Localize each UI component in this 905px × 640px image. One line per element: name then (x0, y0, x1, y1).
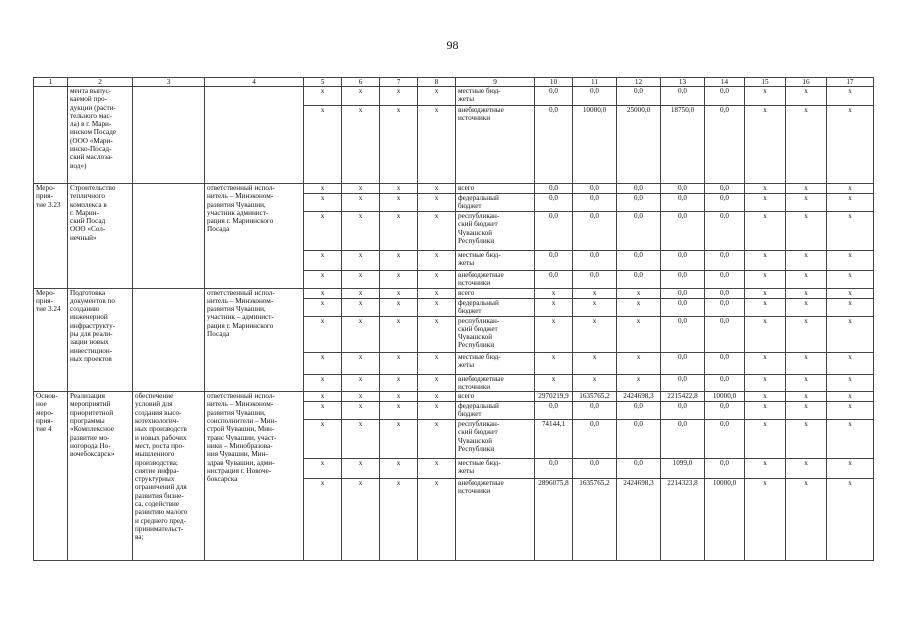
value-cell: 0,0 (535, 251, 573, 271)
value-cell: 0,0 (705, 298, 745, 316)
table-row (34, 87, 874, 106)
code-cell: х (304, 251, 342, 271)
column-number: 10 (535, 78, 573, 87)
value-cell: х (535, 374, 573, 392)
value-cell: х (827, 479, 874, 561)
code-cell: х (418, 402, 456, 420)
code-cell: х (342, 251, 380, 271)
column-number: 14 (705, 78, 745, 87)
value-cell: х (827, 184, 874, 194)
table-body (34, 78, 874, 561)
value-cell: х (745, 194, 786, 212)
value-cell: х (617, 352, 661, 374)
code-cell: х (418, 479, 456, 561)
value-cell: 0,0 (661, 420, 705, 459)
value-cell: 2970219,9 (535, 392, 573, 402)
table-row (34, 288, 874, 298)
code-cell: х (380, 251, 418, 271)
code-cell: х (342, 392, 380, 402)
value-cell: х (786, 87, 827, 106)
code-cell: х (342, 374, 380, 392)
row-number-cell (34, 87, 68, 184)
value-cell: х (786, 184, 827, 194)
code-cell: х (418, 298, 456, 316)
value-cell: 2896075,8 (535, 479, 573, 561)
value-cell: 0,0 (705, 251, 745, 271)
column-number: 6 (342, 78, 380, 87)
value-cell: 0,0 (617, 212, 661, 251)
value-cell: 0,0 (705, 459, 745, 479)
code-cell: х (342, 184, 380, 194)
value-cell: х (535, 288, 573, 298)
value-cell: х (745, 106, 786, 184)
value-cell: 0,0 (705, 420, 745, 459)
value-cell: х (745, 184, 786, 194)
table-row (34, 184, 874, 194)
value-cell: х (573, 288, 617, 298)
value-cell: 0,0 (661, 374, 705, 392)
code-cell: х (418, 106, 456, 184)
funding-source-cell: внебюджетные источники (456, 374, 535, 392)
value-cell: 0,0 (573, 420, 617, 459)
value-cell: 2424698,3 (617, 479, 661, 561)
value-cell: х (786, 288, 827, 298)
value-cell: х (535, 316, 573, 352)
value-cell: х (573, 298, 617, 316)
goal-cell (133, 87, 205, 184)
code-cell: х (342, 352, 380, 374)
value-cell: 0,0 (705, 402, 745, 420)
code-cell: х (380, 352, 418, 374)
code-cell: х (342, 194, 380, 212)
value-cell: х (786, 374, 827, 392)
code-cell: х (380, 402, 418, 420)
value-cell: х (786, 194, 827, 212)
value-cell: х (786, 420, 827, 459)
value-cell: 0,0 (661, 288, 705, 298)
column-number: 9 (456, 78, 535, 87)
value-cell: х (745, 374, 786, 392)
value-cell: х (745, 402, 786, 420)
value-cell: х (745, 251, 786, 271)
value-cell: 0,0 (705, 106, 745, 184)
goal-cell: обеспечение условий для создания высо- котехнологич- ных производств и новых рабочих мест, роста про- мышленного производства; снятие инфра- структурных ограничений для развития бизне- са, содействие развитию малого и среднего пред- принимательст- ва; (133, 392, 205, 561)
value-cell: 0,0 (573, 87, 617, 106)
value-cell: х (573, 352, 617, 374)
code-cell: х (304, 212, 342, 251)
value-cell: х (786, 402, 827, 420)
value-cell: х (535, 298, 573, 316)
value-cell: 0,0 (535, 106, 573, 184)
value-cell: х (745, 288, 786, 298)
executor-cell: ответственный испол- нитель – Минэконом- развития Чувашии, участник админист- рация г. Мариинского Посада (205, 184, 304, 289)
code-cell: х (304, 392, 342, 402)
value-cell: х (827, 194, 874, 212)
code-cell: х (304, 420, 342, 459)
budget-table (33, 77, 874, 561)
funding-source-cell: внебюджетные источники (456, 106, 535, 184)
value-cell: х (827, 392, 874, 402)
value-cell: 0,0 (705, 184, 745, 194)
value-cell: 0,0 (617, 459, 661, 479)
code-cell: х (304, 298, 342, 316)
value-cell: 10000,0 (705, 479, 745, 561)
value-cell: х (827, 420, 874, 459)
executor-cell: ответственный испол- нитель – Минэконом- развития Чувашии, соисполнители – Мин- строй Чувашии, Мин- транс Чувашии, участ- ники – Минобразова- ния Чувашии, Мин- здрав Чувашии, адми- нистрация г. Новоче- боксарска (205, 392, 304, 561)
value-cell: х (827, 212, 874, 251)
value-cell: 0,0 (705, 87, 745, 106)
code-cell: х (380, 316, 418, 352)
value-cell: 0,0 (705, 352, 745, 374)
code-cell: х (342, 479, 380, 561)
measure-name-cell: Подготовка документов по созданию инженерной инфраструкту- ры для реали- зации новых инвестицион- ных проектов (68, 288, 133, 392)
value-cell: 0,0 (661, 194, 705, 212)
value-cell: 0,0 (573, 251, 617, 271)
value-cell: 2215422,8 (661, 392, 705, 402)
value-cell: х (617, 316, 661, 352)
code-cell: х (380, 271, 418, 289)
code-cell: х (380, 212, 418, 251)
value-cell: х (786, 479, 827, 561)
funding-source-cell: республикан- ский бюджет Чувашской Республики (456, 420, 535, 459)
value-cell: х (786, 316, 827, 352)
value-cell: 0,0 (535, 271, 573, 289)
column-number: 16 (786, 78, 827, 87)
value-cell: х (827, 106, 874, 184)
column-number: 2 (68, 78, 133, 87)
value-cell: х (786, 459, 827, 479)
value-cell: 74144,1 (535, 420, 573, 459)
value-cell: 0,0 (705, 212, 745, 251)
value-cell: х (617, 298, 661, 316)
value-cell: х (827, 251, 874, 271)
value-cell: 0,0 (617, 194, 661, 212)
funding-source-cell: внебюджетные источники (456, 271, 535, 289)
value-cell: 0,0 (661, 87, 705, 106)
value-cell: 18750,0 (661, 106, 705, 184)
value-cell: 2424698,3 (617, 392, 661, 402)
value-cell: 10000,0 (705, 392, 745, 402)
value-cell: х (786, 298, 827, 316)
page-number: 98 (446, 38, 459, 52)
code-cell: х (380, 298, 418, 316)
code-cell: х (342, 420, 380, 459)
value-cell: х (745, 420, 786, 459)
code-cell: х (380, 479, 418, 561)
column-number-row (34, 78, 874, 87)
code-cell: х (418, 459, 456, 479)
value-cell: х (745, 212, 786, 251)
code-cell: х (418, 420, 456, 459)
row-number-cell: Основ- ное меро- прия- тие 4 (34, 392, 68, 561)
value-cell: 1635765,2 (573, 392, 617, 402)
code-cell: х (418, 374, 456, 392)
column-number: 13 (661, 78, 705, 87)
executor-cell: ответственный испол- нитель – Минэконом- развития Чувашии, участник – админист- рация г. Мариинского Посада (205, 288, 304, 392)
value-cell: 0,0 (705, 288, 745, 298)
measure-name-cell: Строительство тепличного комплекса в г. Марин- ский Посад ООО «Сол- нечный» (68, 184, 133, 289)
value-cell: х (745, 271, 786, 289)
value-cell: 0,0 (573, 194, 617, 212)
code-cell: х (342, 87, 380, 106)
value-cell: х (827, 316, 874, 352)
measure-name-cell: мента выпус- каемой про- дукции (расти- тельного мас- ла) в г. Мари- инском Посаде (ООО «Мари- инско-Посад- ский маслоза- вод») (68, 87, 133, 184)
code-cell: х (304, 288, 342, 298)
code-cell: х (304, 87, 342, 106)
code-cell: х (342, 298, 380, 316)
funding-source-cell: местные бюд- жеты (456, 352, 535, 374)
value-cell: х (573, 374, 617, 392)
code-cell: х (380, 420, 418, 459)
value-cell: х (786, 212, 827, 251)
table-row (34, 392, 874, 402)
column-number: 8 (418, 78, 456, 87)
value-cell: х (827, 288, 874, 298)
code-cell: х (342, 402, 380, 420)
value-cell: х (827, 271, 874, 289)
funding-source-cell: всего (456, 392, 535, 402)
value-cell: 1099,0 (661, 459, 705, 479)
value-cell: х (786, 392, 827, 402)
code-cell: х (418, 352, 456, 374)
value-cell: 0,0 (573, 459, 617, 479)
funding-source-cell: федеральный бюджет (456, 194, 535, 212)
column-number: 7 (380, 78, 418, 87)
funding-source-cell: всего (456, 288, 535, 298)
value-cell: 0,0 (535, 194, 573, 212)
value-cell: 0,0 (661, 271, 705, 289)
column-number: 17 (827, 78, 874, 87)
code-cell: х (342, 106, 380, 184)
column-number: 12 (617, 78, 661, 87)
funding-source-cell: местные бюд- жеты (456, 251, 535, 271)
value-cell: х (827, 87, 874, 106)
measure-name-cell: Реализация мероприятий приоритетной программы «Комплексное развитие мо- ногорода Но- вочебоксарск» (68, 392, 133, 561)
column-number: 15 (745, 78, 786, 87)
code-cell: х (304, 316, 342, 352)
column-number: 3 (133, 78, 205, 87)
value-cell: 0,0 (617, 184, 661, 194)
value-cell: 0,0 (617, 402, 661, 420)
code-cell: х (418, 271, 456, 289)
code-cell: х (418, 288, 456, 298)
funding-source-cell: местные бюд- жеты (456, 87, 535, 106)
value-cell: х (827, 352, 874, 374)
value-cell: х (617, 374, 661, 392)
value-cell: х (786, 352, 827, 374)
funding-source-cell: внебюджетные источники (456, 479, 535, 561)
code-cell: х (342, 316, 380, 352)
funding-source-cell: федеральный бюджет (456, 298, 535, 316)
row-number-cell: Меро- прия- тие 3.23 (34, 184, 68, 289)
column-number: 4 (205, 78, 304, 87)
code-cell: х (380, 184, 418, 194)
code-cell: х (418, 316, 456, 352)
value-cell: 0,0 (617, 87, 661, 106)
value-cell: х (786, 106, 827, 184)
code-cell: х (418, 392, 456, 402)
value-cell: х (827, 374, 874, 392)
code-cell: х (304, 402, 342, 420)
value-cell: 0,0 (535, 459, 573, 479)
value-cell: 0,0 (573, 184, 617, 194)
funding-source-cell: всего (456, 184, 535, 194)
value-cell: 0,0 (617, 251, 661, 271)
code-cell: х (304, 459, 342, 479)
value-cell: 0,0 (661, 251, 705, 271)
funding-source-cell: республикан- ский бюджет Чувашской Республики (456, 212, 535, 251)
code-cell: х (418, 184, 456, 194)
value-cell: 0,0 (661, 316, 705, 352)
value-cell: 0,0 (705, 316, 745, 352)
code-cell: х (304, 374, 342, 392)
code-cell: х (342, 212, 380, 251)
value-cell: х (827, 298, 874, 316)
code-cell: х (418, 87, 456, 106)
value-cell: 0,0 (661, 212, 705, 251)
value-cell: 0,0 (573, 402, 617, 420)
code-cell: х (304, 194, 342, 212)
code-cell: х (418, 212, 456, 251)
code-cell: х (380, 194, 418, 212)
code-cell: х (418, 194, 456, 212)
value-cell: х (745, 298, 786, 316)
code-cell: х (380, 374, 418, 392)
funding-source-cell: местные бюд- жеты (456, 459, 535, 479)
code-cell: х (418, 251, 456, 271)
code-cell: х (342, 288, 380, 298)
code-cell: х (304, 106, 342, 184)
value-cell: 25000,0 (617, 106, 661, 184)
value-cell: 0,0 (535, 87, 573, 106)
value-cell: 0,0 (617, 420, 661, 459)
code-cell: х (304, 184, 342, 194)
value-cell: 0,0 (573, 212, 617, 251)
column-number: 1 (34, 78, 68, 87)
funding-source-cell: федеральный бюджет (456, 402, 535, 420)
code-cell: х (304, 271, 342, 289)
value-cell: 0,0 (661, 352, 705, 374)
value-cell: 0,0 (705, 271, 745, 289)
value-cell: 0,0 (535, 212, 573, 251)
value-cell: х (786, 251, 827, 271)
funding-source-cell: республикан- ский бюджет Чувашской Республики (456, 316, 535, 352)
value-cell: х (745, 352, 786, 374)
value-cell: 0,0 (617, 271, 661, 289)
value-cell: х (745, 87, 786, 106)
goal-cell (133, 288, 205, 392)
column-number: 5 (304, 78, 342, 87)
value-cell: х (535, 352, 573, 374)
code-cell: х (304, 352, 342, 374)
value-cell: х (745, 392, 786, 402)
code-cell: х (380, 459, 418, 479)
code-cell: х (342, 271, 380, 289)
value-cell: х (745, 479, 786, 561)
value-cell: 0,0 (535, 184, 573, 194)
code-cell: х (380, 106, 418, 184)
value-cell: х (827, 402, 874, 420)
value-cell: х (573, 316, 617, 352)
value-cell: 0,0 (705, 374, 745, 392)
value-cell: х (617, 288, 661, 298)
value-cell: 0,0 (661, 402, 705, 420)
value-cell: 0,0 (705, 194, 745, 212)
value-cell: 0,0 (661, 184, 705, 194)
executor-cell (205, 87, 304, 184)
value-cell: х (786, 271, 827, 289)
column-number: 11 (573, 78, 617, 87)
row-number-cell: Меро- прия- тие 3.24 (34, 288, 68, 392)
value-cell: х (745, 459, 786, 479)
value-cell: 2214323,8 (661, 479, 705, 561)
value-cell: х (827, 459, 874, 479)
value-cell: 0,0 (661, 298, 705, 316)
value-cell: 0,0 (535, 402, 573, 420)
value-cell: 10000,0 (573, 106, 617, 184)
value-cell: 0,0 (573, 271, 617, 289)
code-cell: х (342, 459, 380, 479)
code-cell: х (380, 392, 418, 402)
value-cell: х (745, 316, 786, 352)
goal-cell (133, 184, 205, 289)
code-cell: х (380, 87, 418, 106)
value-cell: 1635765,2 (573, 479, 617, 561)
code-cell: х (380, 288, 418, 298)
code-cell: х (304, 479, 342, 561)
